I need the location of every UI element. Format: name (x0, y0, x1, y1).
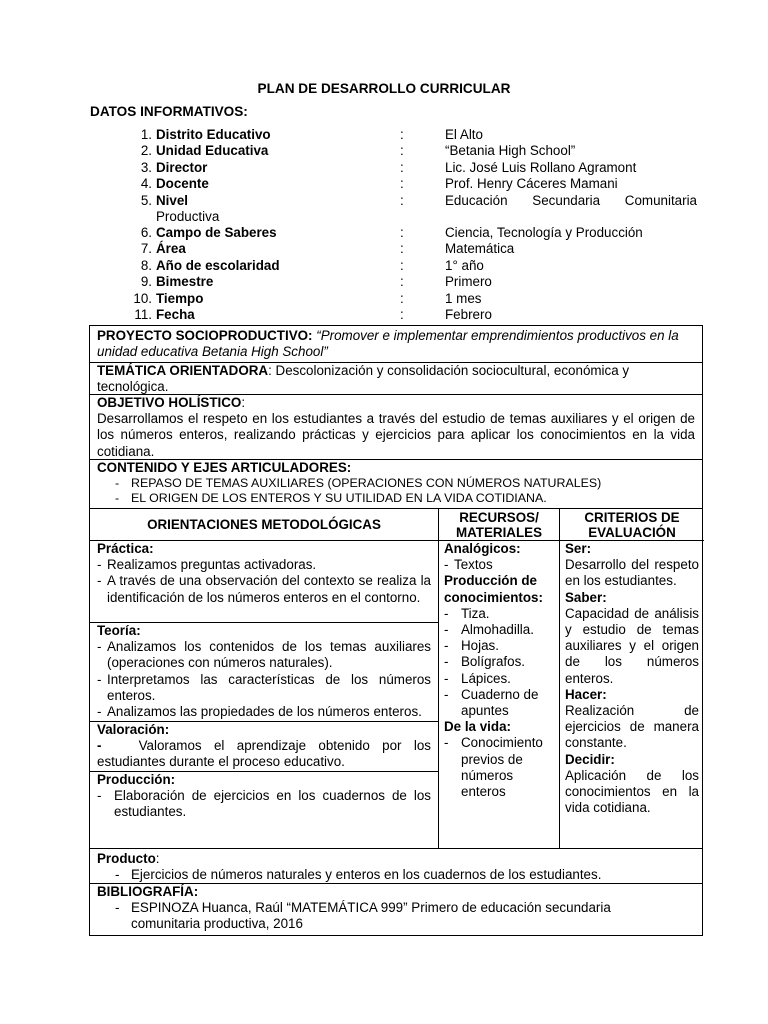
objetivo-section (89, 394, 703, 459)
info-row (90, 307, 710, 323)
vida-label: De la vida: (444, 719, 511, 735)
info-row (90, 127, 710, 143)
recurso-item: - Bolígrafos. (444, 654, 554, 670)
proyecto-section (89, 325, 703, 362)
info-colon: : (400, 143, 404, 159)
info-number: 11. (134, 306, 152, 322)
info-number: 5. (140, 192, 152, 208)
contenido-section (89, 459, 703, 508)
contenido-item: - REPASO DE TEMAS AUXILIARES (OPERACIONES CON NÚMEROS NATURALES) (97, 476, 695, 490)
document-title: PLAN DE DESARROLLO CURRICULAR (257, 81, 511, 96)
info-label: Campo de Saberes (156, 224, 277, 240)
objetivo-text: Desarrollamos el respeto en los estudiantes a través del estudio de temas auxiliares y el origen de los números enteros, realizando prácticas y ejercicios para aplicar los conocimientos en la vida cotidiana. (97, 411, 695, 459)
info-colon: : (400, 224, 404, 240)
criterio-text: Realización de ejercicios de manera constante. (565, 703, 699, 751)
info-label: Fecha (156, 306, 195, 322)
recurso-item: - Cuaderno de apuntes (444, 687, 554, 719)
datos-informativos-heading: DATOS INFORMATIVOS: (90, 104, 248, 119)
produccion-conocimientos-label: Producción de conocimientos: (444, 573, 543, 605)
info-value: 1 mes (445, 290, 482, 306)
info-number: 6. (140, 224, 152, 240)
recurso-item: - Lápices. (444, 671, 554, 687)
info-value: Matemática (445, 241, 515, 257)
producto-section (89, 848, 703, 883)
info-value: Prof. Henry Cáceres Mamani (445, 176, 618, 192)
info-colon: : (400, 306, 404, 322)
metodologia-table (89, 508, 703, 848)
criterio-text: Aplicación de los conocimientos en la vida cotidiana. (565, 767, 699, 816)
info-label: Director (156, 159, 208, 175)
producto-item: - Ejercicios de números naturales y enteros en los cuadernos de los estudiantes. (97, 867, 695, 883)
info-colon: : (400, 127, 404, 142)
info-row (90, 225, 710, 241)
recurso-item: - Textos (444, 557, 554, 573)
tematica-text: : Descolonización y consolidación sociocultural, económica y tecnológica. (97, 363, 630, 395)
proyecto-text: “Promover e implementar emprendimientos productivos en la unidad educativa Betania High School” (97, 328, 679, 360)
info-colon: : (400, 290, 404, 306)
info-number: 10. (133, 290, 152, 306)
teoria-item: - Interpretamos las características de los números enteros. (97, 672, 431, 704)
info-label: Docente (156, 176, 209, 192)
info-value: 1° año (445, 257, 484, 273)
info-colon: : (400, 159, 404, 175)
info-row (90, 160, 710, 176)
info-colon: : (400, 274, 404, 290)
tematica-label: TEMÁTICA ORIENTADORA (97, 363, 269, 378)
info-row (90, 258, 710, 274)
info-number: 7. (140, 241, 152, 257)
criterio-label: Saber: (565, 589, 607, 605)
proyecto-label: PROYECTO SOCIOPRODUCTIVO: (97, 328, 313, 343)
objetivo-colon: : (241, 395, 246, 410)
info-number: 3. (140, 159, 152, 175)
info-label-continuation: Productiva (156, 208, 220, 224)
criterio-text: Capacidad de análisis y estudio de temas auxiliares y el origen de los números enteros. (565, 605, 699, 686)
info-row (90, 291, 710, 307)
info-value: Educación Secundaria Comunitaria (445, 192, 697, 208)
info-row (90, 193, 710, 225)
producto-label: Producto (97, 851, 156, 866)
info-row (90, 274, 710, 290)
practica-label: Práctica: (97, 541, 154, 556)
contenido-item: - EL ORIGEN DE LOS ENTEROS Y SU UTILIDAD EN LA VIDA COTIDIANA. (97, 491, 695, 505)
info-label: Unidad Educativa (156, 143, 269, 159)
recurso-item: - Hojas. (444, 638, 554, 654)
teoria-label: Teoría: (97, 623, 141, 638)
info-row (90, 241, 710, 257)
practica-item: - A través de una observación del contexto se realiza la identificación de los números enteros en el contorno. (97, 573, 431, 605)
produccion-label: Producción: (97, 772, 176, 787)
recurso-item: - Almohadilla. (444, 622, 554, 638)
info-number: 4. (140, 176, 152, 192)
info-number: 1. (140, 127, 152, 142)
valoracion-section (90, 722, 438, 772)
info-label: Área (156, 241, 186, 257)
objetivo-label: OBJETIVO HOLÍSTICO (97, 395, 242, 410)
bibliografia-section (89, 883, 703, 936)
recurso-item: - Tiza. (444, 606, 554, 622)
info-number: 2. (140, 143, 152, 159)
info-row (90, 143, 710, 159)
bibliografia-label: BIBLIOGRAFÍA: (97, 884, 199, 899)
info-value: El Alto (445, 127, 483, 142)
teoria-section (90, 623, 438, 722)
produccion-item: - Elaboración de ejercicios en los cuadernos de los estudiantes. (97, 788, 431, 820)
criterio-label: Hacer: (565, 686, 607, 702)
practica-section (90, 541, 438, 623)
info-label: Bimestre (156, 274, 214, 290)
tematica-section (89, 362, 703, 394)
orientaciones-column (90, 509, 439, 848)
info-label: Año de escolaridad (156, 257, 280, 273)
analogicos-label: Analógicos: (444, 541, 521, 556)
practica-item: - Realizamos preguntas activadoras. (97, 557, 431, 573)
info-label: Nivel (156, 192, 189, 208)
info-label: Distrito Educativo (156, 127, 271, 142)
info-colon: : (400, 192, 404, 208)
info-colon: : (400, 257, 404, 273)
info-number: 8. (140, 257, 152, 273)
info-label: Tiempo (156, 290, 204, 306)
info-value: Lic. José Luis Rollano Agramont (445, 159, 637, 175)
teoria-item: - Analizamos los contenidos de los temas auxiliares (operaciones con números naturales). (97, 639, 431, 671)
producto-colon: : (155, 851, 160, 866)
valoracion-bullet: - (97, 738, 102, 754)
info-value: Primero (445, 274, 492, 290)
criterio-text: Desarrollo del respeto en los estudiantes. (565, 557, 699, 589)
recurso-item: - Conocimiento previos de números enteros (444, 735, 554, 800)
criterios-column (560, 509, 704, 848)
info-value: “Betania High School” (445, 143, 576, 159)
contenido-label: CONTENIDO Y EJES ARTICULADORES: (97, 460, 352, 475)
info-row (90, 176, 710, 192)
criterios-header: CRITERIOS DE EVALUACIÓN (560, 509, 704, 541)
orientaciones-header: ORIENTACIONES METODOLÓGICAS (90, 509, 438, 541)
produccion-section (90, 772, 438, 821)
recursos-column (439, 509, 560, 848)
valoracion-text: Valoramos el aprendizaje obtenido por los estudiantes durante el proceso educativo. (97, 738, 431, 770)
info-list (90, 127, 710, 323)
recursos-header: RECURSOS/ MATERIALES (439, 509, 559, 541)
teoria-item: - Analizamos las propiedades de los números enteros. (97, 704, 431, 720)
info-number: 9. (140, 274, 152, 290)
info-value: Febrero (445, 306, 492, 322)
bibliografia-item: - ESPINOZA Huanca, Raúl “MATEMÁTICA 999” Primero de educación secundaria comunitaria productiva, 2016 (97, 900, 695, 932)
criterio-label: Ser: (565, 541, 592, 556)
info-value: Ciencia, Tecnología y Producción (445, 224, 643, 240)
criterio-label: Decidir: (565, 751, 615, 767)
info-colon: : (400, 241, 404, 257)
info-colon: : (400, 176, 404, 192)
valoracion-label: Valoración: (97, 722, 170, 737)
